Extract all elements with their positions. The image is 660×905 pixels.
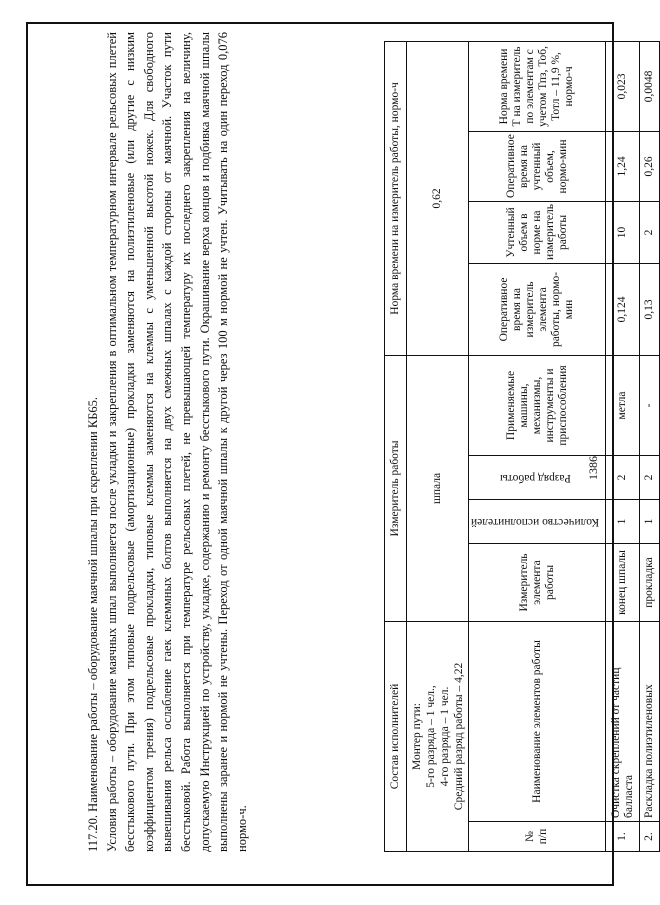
- workers-line-3: 4-го разряда – 1 чел.: [438, 686, 451, 787]
- page-number: 1386: [586, 456, 600, 480]
- table-row: [606, 41, 640, 851]
- header-num-workers: Количество исполнителей: [469, 499, 606, 543]
- conditions-paragraph: Условия работы – оборудование маячных шпал выполняется после укладки и закрепления в оптимальном температурном интервале рельсовых плетей бесстыкового пути. При этом типовые подрельсовые (амортизационные) прокладки заменяются на полиэтиленовые (или другие с низким коэффициентом трения) подрельсовые прокладки, типовые клеммы заменяются на клеммы с уменьшенной высотой ножек. Для свободного вывешивания рельса ослабление гаек клеммных болтов выполняется на двух смежных шпалах с каждой стороны от маячной. Участок пути бесстыковой. Работа выполняется при температуре рельсовых плетей, не превышающей температуру их последнего закрепления на величину, допускаемую Инструкцией по устройству, укладке, содержанию и ремонту бесстыкового пути. Окрашивание верха концов и подбивка маячной шпалы выполнены заранее и нормой не учтены. Переход от одной маячной шпалы к другой через 100 м нормой не учтен. Учитывать на один переход 0,076 нормо-ч.: [104, 32, 249, 852]
- row-volume: 10: [606, 201, 640, 263]
- row-op-counted: 0,26: [640, 131, 660, 201]
- header-op-time: Оперативное время на измеритель элемента работы, нормо-мин: [469, 263, 606, 355]
- norms-table: [384, 41, 660, 852]
- header-element-name: Наименование элементов работы: [469, 621, 606, 821]
- workers-line-2: 5-го разряда – 1 чел.,: [424, 685, 437, 788]
- section-title: 117.20. Наименование работы – оборудование маячной шпалы при скреплении КБ65.: [86, 397, 100, 852]
- row-norm-t: 0,023: [606, 41, 640, 131]
- header-counted-volume: Учтенный объем в норме на измеритель работы: [469, 201, 606, 263]
- row-op-time: 0,124: [606, 263, 640, 355]
- row-grade: 2: [640, 455, 660, 499]
- row-volume: 2: [640, 201, 660, 263]
- header-norm-time: Норма времени на измеритель работы, нормо-ч: [385, 41, 407, 355]
- header-composition: Состав исполнителей: [385, 621, 407, 851]
- norm-value: 0,62: [407, 41, 469, 355]
- header-num: № п/п: [469, 822, 606, 852]
- row-meter: прокладка: [640, 543, 660, 621]
- row-op-counted: 1,24: [606, 131, 640, 201]
- row-name: Раскладка полиэтиленовых: [640, 621, 660, 821]
- rotated-document: [84, 32, 656, 852]
- row-workers: 1: [640, 499, 660, 543]
- header-machines: Применяемые машины, механизмы, инструменты и приспособления: [469, 355, 606, 455]
- header-element-meter: Измеритель элемента работы: [469, 543, 606, 621]
- row-workers: 1: [606, 499, 640, 543]
- row-grade: 2: [606, 455, 640, 499]
- row-machines: метла: [606, 355, 640, 455]
- table-row: [640, 41, 660, 851]
- row-meter: конец шпалы: [606, 543, 640, 621]
- header-op-time-counted: Оперативное время на учтенный объем, нормо-мин: [469, 131, 606, 201]
- row-name: Очистка скреплений от частиц балласта: [606, 621, 640, 821]
- body-text: [84, 32, 251, 852]
- row-norm-t: 0,0048: [640, 41, 660, 131]
- meter-value: шпала: [407, 355, 469, 621]
- workers-line-1: Монтер пути:: [410, 703, 423, 770]
- header-norm-t: Норма времени Т на измеритель по элементам с учетом Тпз, Тоб, Тотл – 11,9 %, нормо-ч: [469, 41, 606, 131]
- header-work-meter: Измеритель работы: [385, 355, 407, 621]
- row-num: 1.: [606, 822, 640, 852]
- workers-cell: [407, 621, 469, 851]
- row-op-time: 0,13: [640, 263, 660, 355]
- row-machines: -: [640, 355, 660, 455]
- row-num: 2.: [640, 822, 660, 852]
- workers-line-4: Средний разряд работы – 4,22: [452, 662, 465, 811]
- header-grade: Разряд работы: [469, 455, 606, 499]
